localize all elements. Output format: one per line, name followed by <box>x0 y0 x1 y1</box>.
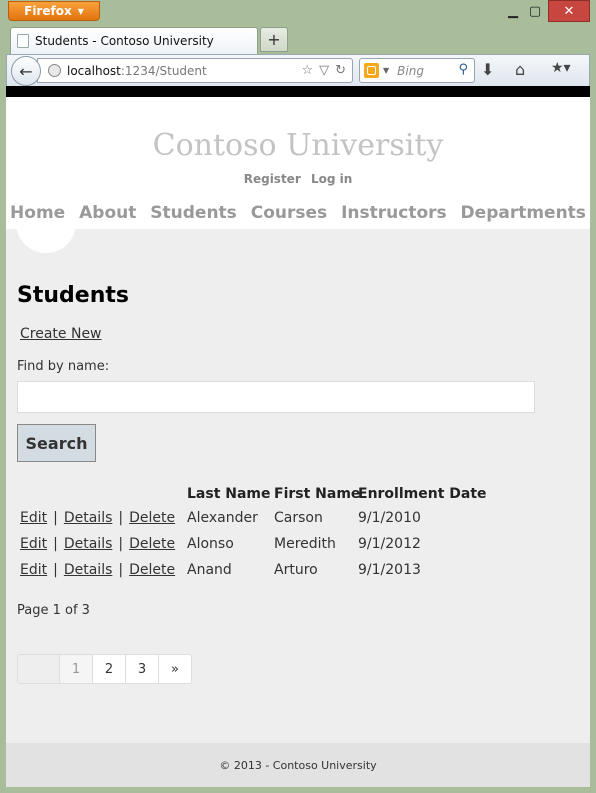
site-footer <box>6 743 590 787</box>
delete-link[interactable]: Delete <box>129 562 176 578</box>
row-actions <box>20 536 175 552</box>
search-button[interactable]: Search <box>17 424 96 462</box>
cell-enrollment-date: 9/1/2012 <box>358 536 421 552</box>
row-actions <box>20 510 175 526</box>
separator: | <box>53 562 58 578</box>
find-by-name-label: Find by name: <box>17 359 110 374</box>
back-arrow-icon: ← <box>19 61 33 81</box>
cell-last-name: Anand <box>187 562 232 578</box>
create-new-link[interactable]: Create New <box>20 326 102 342</box>
separator: | <box>53 536 58 552</box>
details-link[interactable]: Details <box>63 562 113 578</box>
tab-students[interactable] <box>10 27 258 54</box>
chevron-down-icon: ▼ <box>77 6 84 16</box>
back-button[interactable] <box>11 56 41 86</box>
firefox-menu-button[interactable] <box>8 1 100 21</box>
edit-link[interactable]: Edit <box>20 510 48 526</box>
edit-link[interactable]: Edit <box>20 562 48 578</box>
search-icon[interactable]: ⚲ <box>458 62 468 77</box>
menu-about[interactable]: About <box>79 203 137 223</box>
edit-link[interactable]: Edit <box>20 536 48 552</box>
site-title[interactable]: Contoso University <box>152 128 444 163</box>
column-header-last-name: Last Name <box>187 486 271 502</box>
minimize-button[interactable]: ▁ <box>508 3 518 19</box>
bookmark-star-icon[interactable]: ☆ <box>301 63 314 78</box>
globe-icon <box>48 64 61 77</box>
home-icon[interactable]: ⌂ <box>515 60 526 79</box>
navigation-toolbar <box>6 54 590 86</box>
tab-title: Students - Contoso University <box>35 34 214 48</box>
register-link[interactable]: Register <box>243 172 301 186</box>
cell-last-name: Alonso <box>187 536 234 552</box>
new-tab-button[interactable]: + <box>260 27 288 52</box>
page-icon <box>17 34 29 48</box>
pager-page-2[interactable]: 2 <box>92 655 125 683</box>
separator: | <box>118 536 124 552</box>
cell-last-name: Alexander <box>187 510 258 526</box>
cell-first-name: Carson <box>274 510 323 526</box>
web-page <box>6 97 590 787</box>
delete-link[interactable]: Delete <box>129 536 176 552</box>
menu-departments[interactable]: Departments <box>460 203 586 223</box>
menu-courses[interactable]: Courses <box>250 203 328 223</box>
cell-enrollment-date: 9/1/2013 <box>358 562 421 578</box>
row-actions <box>20 562 175 578</box>
window-titlebar <box>0 0 596 24</box>
menu-home[interactable]: Home <box>10 203 66 223</box>
table-row <box>6 536 590 560</box>
url-path: :1234/Student <box>120 63 207 78</box>
main-menu <box>6 203 590 223</box>
url-bar-icons <box>301 63 346 78</box>
column-header-enrollment-date: Enrollment Date <box>358 486 487 502</box>
tab-strip <box>0 24 596 54</box>
search-input[interactable] <box>17 381 535 413</box>
separator: | <box>118 510 124 526</box>
bookmarks-icon[interactable]: ★▾ <box>551 60 571 76</box>
url-host: localhost <box>67 63 121 78</box>
page-title: Students <box>17 283 129 308</box>
menu-students[interactable]: Students <box>150 203 237 223</box>
login-link[interactable]: Log in <box>310 172 353 186</box>
chevron-down-icon: ▼ <box>383 66 390 75</box>
menu-instructors[interactable]: Instructors <box>341 203 447 223</box>
maximize-button[interactable]: ▢ <box>528 3 542 19</box>
bing-logo-icon <box>364 63 379 78</box>
login-links <box>6 172 590 186</box>
table-row <box>6 562 590 586</box>
separator: | <box>118 562 124 578</box>
pager-first-placeholder <box>18 655 59 683</box>
cell-first-name: Meredith <box>274 536 336 552</box>
download-icon[interactable]: ⬇ <box>481 60 495 79</box>
url-bar[interactable] <box>37 58 353 83</box>
page-top-bar <box>6 86 590 97</box>
search-bar-placeholder: Bing <box>397 63 424 78</box>
page-info: Page 1 of 3 <box>17 603 90 618</box>
close-button[interactable]: ✕ <box>548 0 590 22</box>
column-header-first-name: First Name <box>274 486 361 502</box>
delete-link[interactable]: Delete <box>129 510 176 526</box>
pager-page-1: 1 <box>59 655 92 683</box>
reload-icon[interactable]: ↻ <box>335 63 346 78</box>
details-link[interactable]: Details <box>63 510 113 526</box>
cell-enrollment-date: 9/1/2010 <box>358 510 421 526</box>
firefox-menu-label: Firefox <box>24 4 72 18</box>
pagination <box>17 654 192 684</box>
header-decoration <box>16 223 76 253</box>
cell-first-name: Arturo <box>274 562 318 578</box>
site-header <box>6 97 590 229</box>
separator: | <box>53 510 58 526</box>
table-row <box>6 510 590 534</box>
footer-text: © 2013 - Contoso University <box>219 758 377 772</box>
history-dropdown-icon[interactable]: ▽ <box>319 63 330 78</box>
pager-next[interactable]: » <box>158 655 191 683</box>
pager-page-3[interactable]: 3 <box>125 655 158 683</box>
details-link[interactable]: Details <box>63 536 113 552</box>
search-bar[interactable] <box>359 58 475 83</box>
